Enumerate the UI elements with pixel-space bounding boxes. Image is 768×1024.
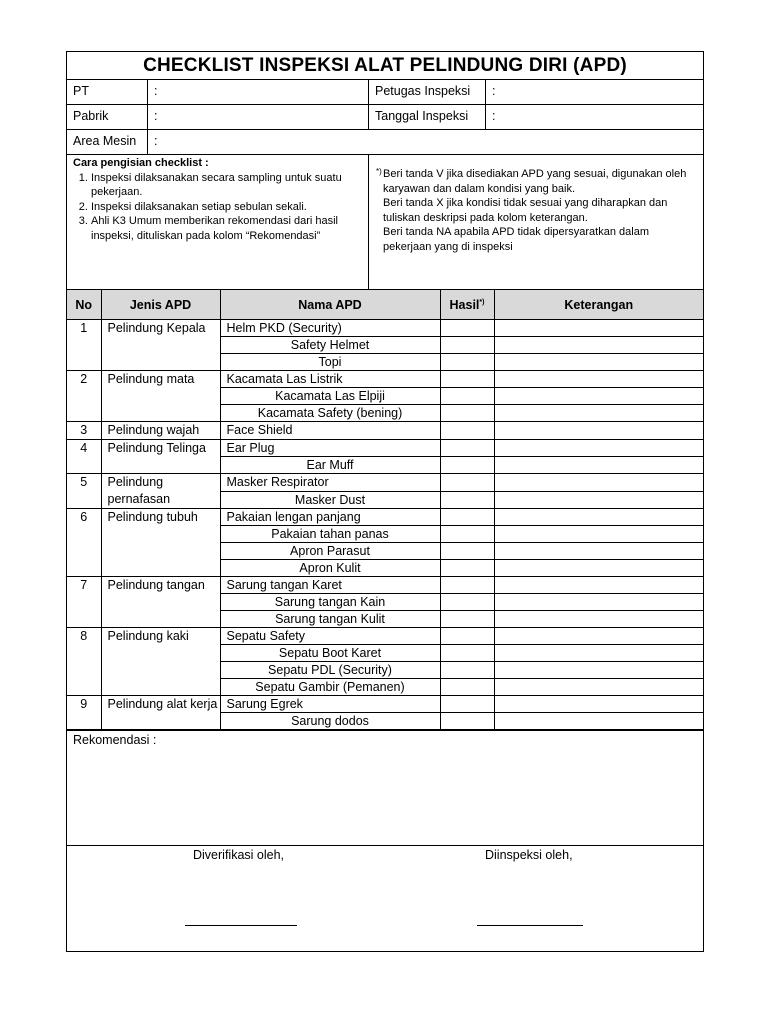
row-hasil-cell[interactable] [440, 611, 494, 628]
info-row-pt [67, 80, 703, 105]
row-nama-apd: Masker Respirator [220, 474, 440, 492]
row-nama-apd: Sepatu PDL (Security) [220, 662, 440, 679]
row-hasil-cell[interactable] [440, 560, 494, 577]
row-nama-apd: Sarung dodos [220, 713, 440, 730]
field-tanggal-inspeksi[interactable]: : [492, 109, 496, 123]
row-hasil-cell[interactable] [440, 577, 494, 594]
col-header-hasil-label: Hasil [449, 297, 480, 312]
row-nama-apd: Face Shield [220, 422, 440, 440]
row-keterangan-cell[interactable] [494, 594, 703, 611]
label-pt: PT [67, 80, 148, 104]
row-nama-apd: Kacamata Las Elpiji [220, 388, 440, 405]
col-header-no: No [67, 290, 101, 320]
row-hasil-cell[interactable] [440, 645, 494, 662]
field-petugas-inspeksi[interactable]: : [492, 84, 496, 98]
row-jenis-apd: Pelindung alat kerja [101, 696, 220, 730]
note-marker: *) [376, 167, 382, 176]
instruction-item: 3. Ahli K3 Umum memberikan rekomendasi dari hasil inspeksi, dituliskan pada kolom “Rekomendasi” [91, 214, 362, 243]
row-no: 8 [67, 628, 101, 696]
instruction-item: 1. Inspeksi dilaksanakan secara sampling untuk suatu pekerjaan. [91, 171, 362, 200]
info-row-area-mesin [67, 130, 703, 155]
rekomendasi-box[interactable] [67, 730, 703, 846]
row-nama-apd: Pakaian lengan panjang [220, 509, 440, 526]
row-nama-apd: Apron Parasut [220, 543, 440, 560]
row-hasil-cell[interactable] [440, 440, 494, 457]
row-nama-apd: Sarung tangan Kulit [220, 611, 440, 628]
row-keterangan-cell[interactable] [494, 422, 703, 440]
row-no: 2 [67, 371, 101, 422]
row-keterangan-cell[interactable] [494, 611, 703, 628]
row-nama-apd: Sepatu Safety [220, 628, 440, 645]
row-hasil-cell[interactable] [440, 628, 494, 645]
row-keterangan-cell[interactable] [494, 696, 703, 713]
note-item: Beri tanda V jika disediakan APD yang sesuai, digunakan oleh karyawan dan dalam kondisi yang baik. [383, 168, 687, 195]
row-jenis-apd: Pelindung pernafasan [101, 474, 220, 509]
row-keterangan-cell[interactable] [494, 543, 703, 560]
row-hasil-cell[interactable] [440, 388, 494, 405]
note-item: Beri tanda NA apabila APD tidak dipersyaratkan dalam pekerjaan yang di inspeksi [383, 226, 649, 253]
row-keterangan-cell[interactable] [494, 457, 703, 474]
row-hasil-cell[interactable] [440, 337, 494, 354]
row-keterangan-cell[interactable] [494, 526, 703, 543]
row-hasil-cell[interactable] [440, 696, 494, 713]
label-petugas-inspeksi: Petugas Inspeksi [369, 80, 486, 104]
row-nama-apd: Sarung tangan Kain [220, 594, 440, 611]
row-jenis-apd: Pelindung mata [101, 371, 220, 422]
table-row [67, 509, 703, 526]
form-title: CHECKLIST INSPEKSI ALAT PELINDUNG DIRI (APD) [67, 52, 703, 80]
apd-table-body [67, 320, 703, 730]
row-hasil-cell[interactable] [440, 474, 494, 492]
row-nama-apd: Masker Dust [220, 491, 440, 509]
info-row-pabrik [67, 105, 703, 130]
row-keterangan-cell[interactable] [494, 354, 703, 371]
row-jenis-apd: Pelindung Kepala [101, 320, 220, 371]
row-keterangan-cell[interactable] [494, 509, 703, 526]
field-pt[interactable]: : [148, 80, 369, 104]
signature-section [67, 846, 703, 956]
row-hasil-cell[interactable] [440, 320, 494, 337]
row-jenis-apd: Pelindung Telinga [101, 440, 220, 474]
row-no: 7 [67, 577, 101, 628]
note-item: Beri tanda X jika kondisi tidak sesuai yang diharapkan dan tuliskan deskripsi pada kolom keterangan. [383, 197, 668, 224]
rekomendasi-label: Rekomendasi : [73, 733, 157, 747]
table-row [67, 577, 703, 594]
row-nama-apd: Topi [220, 354, 440, 371]
instructions-right [369, 155, 703, 289]
row-nama-apd: Ear Muff [220, 457, 440, 474]
row-no: 1 [67, 320, 101, 371]
row-no: 3 [67, 422, 101, 440]
field-pabrik[interactable]: : [148, 105, 369, 129]
table-header-row [67, 290, 703, 320]
inspected-signature-line[interactable] [477, 925, 583, 926]
row-keterangan-cell[interactable] [494, 491, 703, 509]
checklist-form [66, 51, 704, 952]
row-nama-apd: Helm PKD (Security) [220, 320, 440, 337]
row-hasil-cell[interactable] [440, 679, 494, 696]
row-keterangan-cell[interactable] [494, 645, 703, 662]
row-hasil-cell[interactable] [440, 662, 494, 679]
row-hasil-cell[interactable] [440, 509, 494, 526]
row-keterangan-cell[interactable] [494, 320, 703, 337]
instruction-item: 2. Inspeksi dilaksanakan setiap sebulan sekali. [91, 200, 362, 215]
row-keterangan-cell[interactable] [494, 405, 703, 422]
row-keterangan-cell[interactable] [494, 474, 703, 492]
verified-signature-line[interactable] [185, 925, 297, 926]
row-keterangan-cell[interactable] [494, 560, 703, 577]
row-hasil-cell[interactable] [440, 491, 494, 509]
row-no: 4 [67, 440, 101, 474]
row-keterangan-cell[interactable] [494, 440, 703, 457]
row-hasil-cell[interactable] [440, 713, 494, 730]
row-keterangan-cell[interactable] [494, 713, 703, 730]
row-hasil-cell[interactable] [440, 422, 494, 440]
row-jenis-apd: Pelindung kaki [101, 628, 220, 696]
row-jenis-apd: Pelindung wajah [101, 422, 220, 440]
row-no: 9 [67, 696, 101, 730]
label-pabrik: Pabrik [67, 105, 148, 129]
row-nama-apd: Sepatu Boot Karet [220, 645, 440, 662]
row-nama-apd: Sarung tangan Karet [220, 577, 440, 594]
table-row [67, 371, 703, 388]
apd-table [67, 290, 703, 730]
notes-list [375, 167, 697, 254]
table-row [67, 440, 703, 457]
row-keterangan-cell[interactable] [494, 628, 703, 645]
row-hasil-cell[interactable] [440, 526, 494, 543]
field-area-mesin[interactable]: : [154, 134, 158, 148]
row-nama-apd: Apron Kulit [220, 560, 440, 577]
row-keterangan-cell[interactable] [494, 577, 703, 594]
label-tanggal-inspeksi: Tanggal Inspeksi [369, 105, 486, 129]
inspected-by-label: Diinspeksi oleh, [485, 848, 573, 862]
table-row [67, 696, 703, 713]
row-nama-apd: Pakaian tahan panas [220, 526, 440, 543]
row-nama-apd: Sarung Egrek [220, 696, 440, 713]
row-hasil-cell[interactable] [440, 371, 494, 388]
table-row [67, 422, 703, 440]
col-header-hasil [440, 290, 494, 320]
row-nama-apd: Sepatu Gambir (Pemanen) [220, 679, 440, 696]
row-keterangan-cell[interactable] [494, 662, 703, 679]
col-header-jenis: Jenis APD [101, 290, 220, 320]
instructions-block [67, 155, 703, 290]
row-hasil-cell[interactable] [440, 594, 494, 611]
instructions-left [67, 155, 369, 289]
table-row [67, 320, 703, 337]
table-row [67, 474, 703, 492]
row-keterangan-cell[interactable] [494, 371, 703, 388]
label-area-mesin: Area Mesin [67, 130, 148, 154]
col-header-nama: Nama APD [220, 290, 440, 320]
verified-by-label: Diverifikasi oleh, [193, 848, 285, 862]
row-hasil-cell[interactable] [440, 457, 494, 474]
row-no: 6 [67, 509, 101, 577]
row-hasil-cell[interactable] [440, 543, 494, 560]
row-keterangan-cell[interactable] [494, 337, 703, 354]
col-header-keterangan: Keterangan [494, 290, 703, 320]
row-hasil-cell[interactable] [440, 354, 494, 371]
instructions-heading: Cara pengisian checklist : [73, 157, 209, 169]
row-keterangan-cell[interactable] [494, 388, 703, 405]
row-nama-apd: Ear Plug [220, 440, 440, 457]
row-no: 5 [67, 474, 101, 509]
instructions-list [73, 171, 362, 244]
row-nama-apd: Kacamata Las Listrik [220, 371, 440, 388]
row-keterangan-cell[interactable] [494, 679, 703, 696]
table-row [67, 628, 703, 645]
row-nama-apd: Safety Helmet [220, 337, 440, 354]
row-jenis-apd: Pelindung tubuh [101, 509, 220, 577]
row-nama-apd: Kacamata Safety (bening) [220, 405, 440, 422]
row-hasil-cell[interactable] [440, 405, 494, 422]
col-header-hasil-sup: *) [479, 298, 485, 306]
row-jenis-apd: Pelindung tangan [101, 577, 220, 628]
